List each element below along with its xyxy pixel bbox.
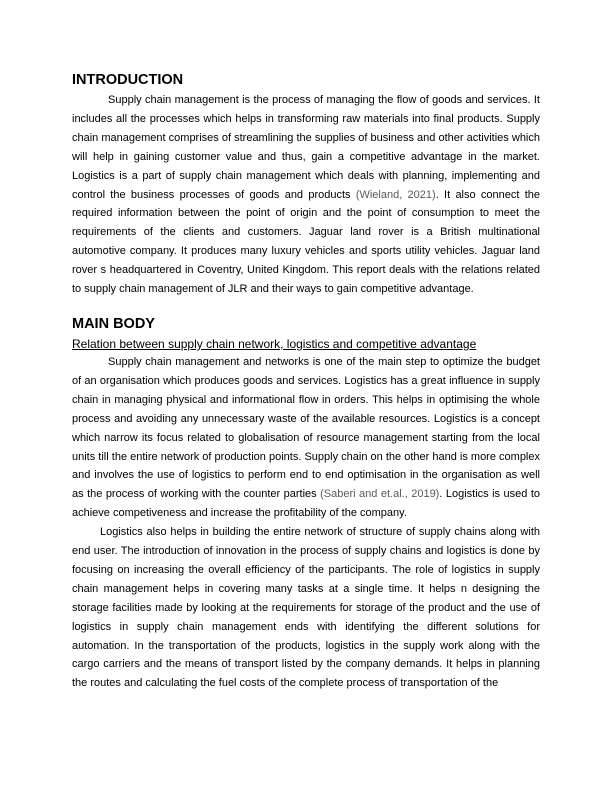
main-body-heading: MAIN BODY — [72, 315, 155, 332]
main-p1-text-part2: . Logistics is used to achieve competiveness and increase the profitability of the company. — [72, 488, 540, 520]
intro-text-part1: Supply chain management is the process of managing the flow of goods and services. It includes all the processes which helps in transforming raw materials into final products. Supply chain management comprises of streamlining the supplies of business and other activities which will help in gaining customer value and thus, gain a competitive advantage in the market. Logistics is a part of supply chain management which deals with planning, implementing and control the business processes of goods and products — [72, 94, 540, 201]
introduction-heading: INTRODUCTION — [72, 72, 184, 88]
main-p1-text-part1: Supply chain management and networks is one of the main step to optimize the budget of an organisation which produces goods and services. Logistics has a great influence in supply chain in managing physical and informational flow in orders. This helps in optimising the whole process and avoiding any unnecessary waste of the available resources. Logistics is a concept which narrow its focus related to globalisation of resource management starting from the local units till the entire network of production points. Supply chain on the other hand is more complex and involves the use of logistics to perform end to end optimisation in the organisation as well as the process of working with the counter parties — [72, 355, 540, 501]
main-body-paragraph-1 — [72, 353, 540, 523]
page-content — [72, 70, 540, 693]
citation-saberi: (Saberi and et.al., 2019) — [320, 488, 440, 501]
section-subheading: Relation between supply chain network, logistics and competitive advantage — [72, 336, 477, 351]
intro-text-part2: . It also connect the required information between the point of origin and the point of consumption to meet the requirements of the clients and customers. Jaguar land rover is a British multinational automotive company. It produces many luxury vehicles and sports utility vehicles. Jaguar land rover s headquartered in Coventry, United Kingdom. This report deals with the relations related to supply chain management of JLR and their ways to gain competitive advantage. — [72, 188, 541, 296]
introduction-paragraph — [72, 91, 540, 299]
citation-wieland: (Wieland, 2021) — [355, 188, 436, 201]
main-body-paragraph-2: Logistics also helps in building the entire network of structure of supply chains along with end user. The introduction of innovation in the process of supply chains and logistics is done by focusing on increasing the overall efficiency of the participants. The role of logistics in supply chain management helps in covering many tasks at a single time. It helps n designing the storage facilities made by looking at the requirements for storage of the product and the use of logistics in supply chain management ends with identifying the different solutions for automation. In the transportation of the products, logistics in the supply work along with the cargo carriers and the means of transport listed by the company demands. It helps in planning the routes and calculating the fuel costs of the complete process of transportation of the — [72, 526, 540, 690]
